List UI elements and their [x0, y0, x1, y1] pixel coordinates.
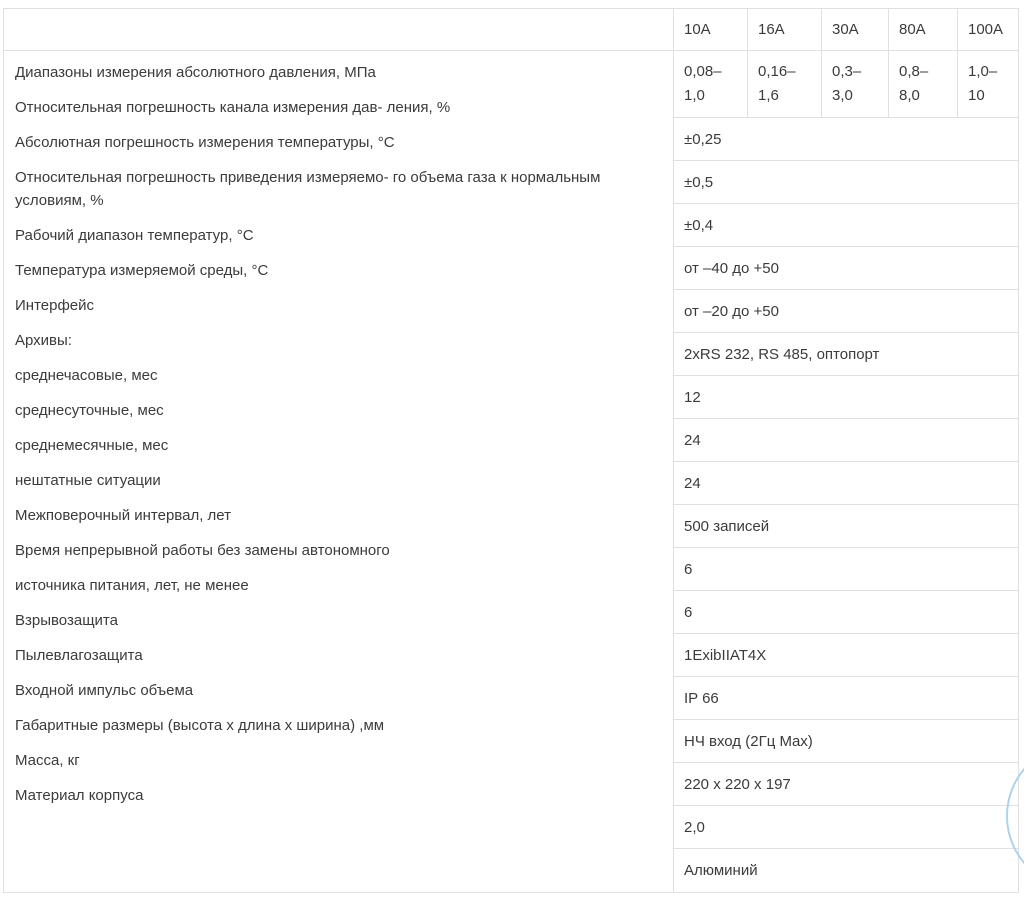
spec-label: Материал корпуса [15, 787, 144, 804]
spec-value-row: 24 [674, 462, 1018, 505]
spec-label: Межповерочный интервал, лет [15, 507, 232, 524]
spec-labels-column [4, 9, 674, 892]
header-cell-100a: 100A [968, 21, 1004, 38]
header-cell-16a: 16A [748, 9, 822, 50]
spec-value-row: ±0,25 [674, 118, 1018, 161]
spec-value-row: 6 [674, 548, 1018, 591]
spec-value-row: 24 [674, 419, 1018, 462]
spec-label: Взрывозащита [15, 612, 118, 629]
spec-value-row: 2,0 [674, 806, 1018, 849]
pressure-range-line: 3,0 [832, 87, 853, 104]
spec-label: Габаритные размеры (высота х длина х ширина) ,мм [15, 717, 385, 734]
spec-label: Архивы: [15, 332, 72, 349]
spec-value-row: 220 х 220 х 197 [674, 763, 1018, 806]
spec-value-row: от –40 до +50 [674, 247, 1018, 290]
pressure-range-line: 0,08– [684, 63, 722, 80]
spec-value-row: от –20 до +50 [674, 290, 1018, 333]
header-cell-10a: 10A [674, 9, 748, 50]
pressure-range-line: 0,16– [758, 63, 796, 80]
pressure-range-line: 0,8– [899, 63, 929, 80]
spec-value-row: ±0,5 [674, 161, 1018, 204]
spec-label: Относительная погрешность приведения измеряемо- го объема газа к нормальным условиям, % [15, 169, 601, 209]
spec-label: Интерфейс [15, 297, 95, 314]
spec-label: Абсолютная погрешность измерения температуры, °С [15, 134, 395, 151]
pressure-range-cell [822, 51, 889, 117]
pressure-range-row [674, 51, 1018, 118]
header-cell-30a: 30A [822, 9, 889, 50]
spec-label: среднесуточные, мес [15, 402, 164, 419]
spec-label: Входной импульс объема [15, 682, 194, 699]
pressure-range-line: 1,0 [684, 87, 705, 104]
spec-value-row: 2xRS 232, RS 485, оптопорт [674, 333, 1018, 376]
spec-values-column [674, 9, 1018, 892]
pressure-range-cell [674, 51, 748, 117]
pressure-range-line: 10 [968, 87, 985, 104]
pressure-range-cell [958, 51, 1018, 117]
table-header-row [674, 9, 1018, 51]
pressure-range-line: 0,3– [832, 63, 862, 80]
spec-labels-list [4, 51, 673, 807]
spec-label: среднечасовые, мес [15, 367, 158, 384]
spec-value-row: 12 [674, 376, 1018, 419]
spec-label: Масса, кг [15, 752, 80, 769]
pressure-range-line: 1,0– [968, 63, 998, 80]
spec-label: Время непрерывной работы без замены автономного [15, 542, 390, 559]
spec-value-row: Алюминий [684, 862, 758, 879]
spec-label: нештатные ситуации [15, 472, 161, 489]
pressure-range-line: 1,6 [758, 87, 779, 104]
spec-value-row: 6 [674, 591, 1018, 634]
pressure-range-cell [889, 51, 958, 117]
spec-label: Относительная погрешность канала измерения дав- ления, % [15, 99, 451, 116]
pressure-range-cell [748, 51, 822, 117]
spec-label: Пылевлагозащита [15, 647, 143, 664]
spec-value-row: IP 66 [674, 677, 1018, 720]
spec-label: источника питания, лет, не менее [15, 577, 249, 594]
spec-value-row: 500 записей [674, 505, 1018, 548]
spec-value-row: ±0,4 [674, 204, 1018, 247]
spec-label: среднемесячные, мес [15, 437, 169, 454]
spec-value-row: НЧ вход (2Гц Max) [674, 720, 1018, 763]
spec-table [3, 8, 1019, 893]
spec-value-row: 1ExibIIAT4X [674, 634, 1018, 677]
header-empty-cell [4, 9, 673, 51]
header-cell-80a: 80A [889, 9, 958, 50]
spec-label: Температура измеряемой среды, °С [15, 262, 269, 279]
spec-label: Диапазоны измерения абсолютного давления, МПа [15, 64, 376, 81]
spec-label: Рабочий диапазон температур, °С [15, 227, 254, 244]
pressure-range-line: 8,0 [899, 87, 920, 104]
